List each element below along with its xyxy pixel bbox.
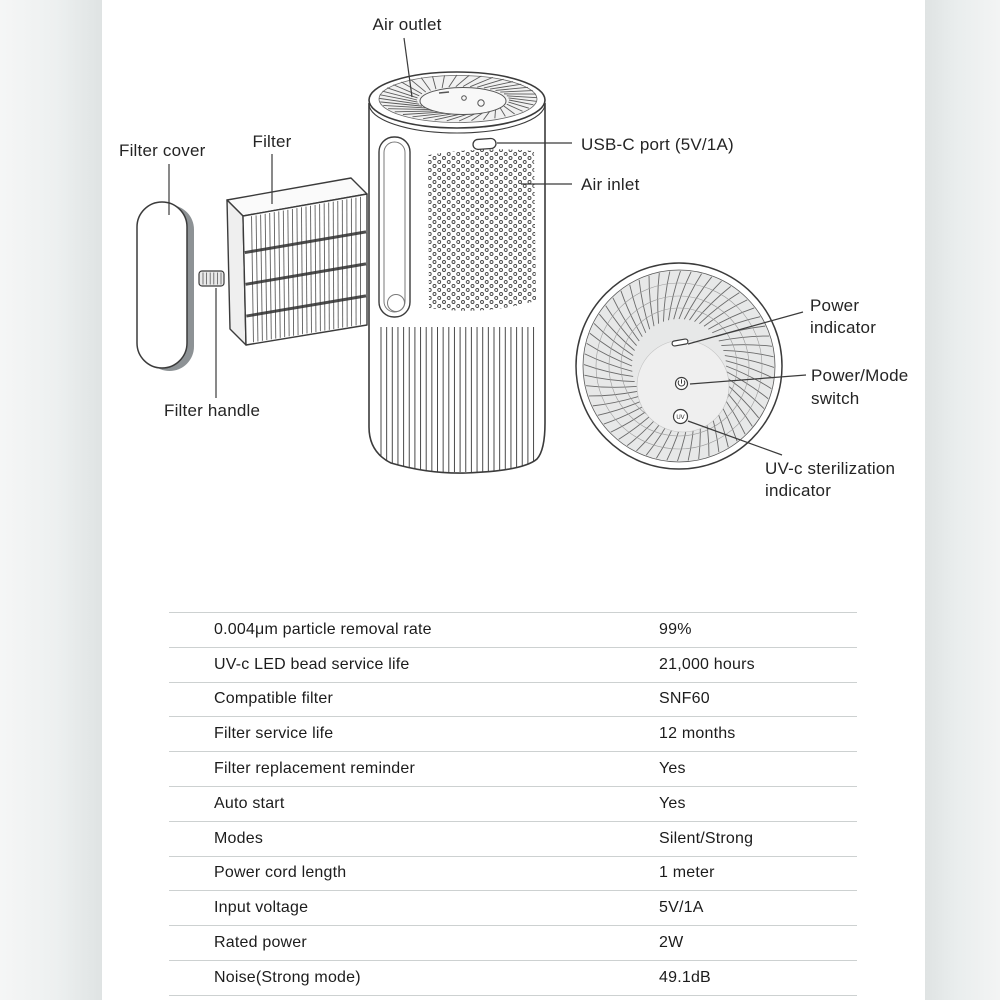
spec-value: SNF60: [659, 690, 710, 708]
label-filter-handle: Filter handle: [164, 401, 261, 420]
uv-icon: [674, 410, 688, 424]
spec-label: 0.004μm particle removal rate: [214, 620, 432, 638]
spec-value: Yes: [659, 760, 686, 778]
spec-row: [169, 717, 857, 752]
spec-row: [169, 857, 857, 892]
label-uv-indicator: UV-c sterilization: [765, 459, 896, 478]
label-filter: Filter: [252, 132, 292, 151]
label-uv-indicator: indicator: [765, 481, 832, 500]
spec-label: Modes: [214, 829, 264, 847]
spec-row: [169, 752, 857, 787]
spec-row: [169, 961, 857, 996]
spec-row: [169, 683, 857, 718]
label-power-mode-switch: switch: [811, 389, 860, 408]
label-power-indicator: Power: [810, 296, 860, 315]
top-view-drawing: [576, 263, 782, 469]
spec-label: Filter service life: [214, 725, 334, 743]
filter-handle-drawing: [199, 271, 224, 286]
label-usb-port: USB-C port (5V/1A): [581, 135, 734, 154]
spec-value: 2W: [659, 934, 684, 952]
spec-row: [169, 926, 857, 961]
label-air-inlet: Air inlet: [581, 175, 640, 194]
spec-value: 12 months: [659, 725, 736, 743]
spec-value: 1 meter: [659, 864, 715, 882]
spec-label: Noise(Strong mode): [214, 968, 361, 986]
label-filter-cover: Filter cover: [119, 141, 206, 160]
label-air-outlet: Air outlet: [372, 15, 442, 34]
spec-value: 49.1dB: [659, 968, 711, 986]
spec-label: Rated power: [214, 934, 307, 952]
air-inlet-dots: [428, 149, 536, 311]
purifier-body-drawing: [369, 72, 545, 473]
spec-label: UV-c LED bead service life: [214, 655, 410, 673]
spec-label: Compatible filter: [214, 690, 334, 708]
spec-label: Auto start: [214, 794, 285, 812]
filter-drawing: [227, 178, 367, 345]
spec-value: Silent/Strong: [659, 829, 754, 847]
usb-c-port-drawing: [473, 138, 497, 150]
spec-row: [169, 822, 857, 857]
spec-label: Power cord length: [214, 864, 347, 882]
svg-text:UV: UV: [676, 415, 685, 421]
spec-row: [169, 648, 857, 683]
handle-recess-drawing: [379, 137, 410, 317]
spec-row: [169, 891, 857, 926]
spec-row: [169, 787, 857, 822]
spec-row: [169, 613, 857, 648]
spec-value: 21,000 hours: [659, 655, 755, 673]
spec-table: [169, 612, 857, 996]
label-power-mode-switch: Power/Mode: [811, 366, 909, 385]
spec-label: Input voltage: [214, 899, 309, 917]
spec-value: Yes: [659, 794, 686, 812]
power-icon: [676, 378, 688, 390]
filter-cover-drawing: [137, 202, 194, 371]
spec-value: 99%: [659, 620, 692, 638]
spec-label: Filter replacement reminder: [214, 760, 416, 778]
label-power-indicator: indicator: [810, 318, 877, 337]
spec-value: 5V/1A: [659, 899, 704, 917]
